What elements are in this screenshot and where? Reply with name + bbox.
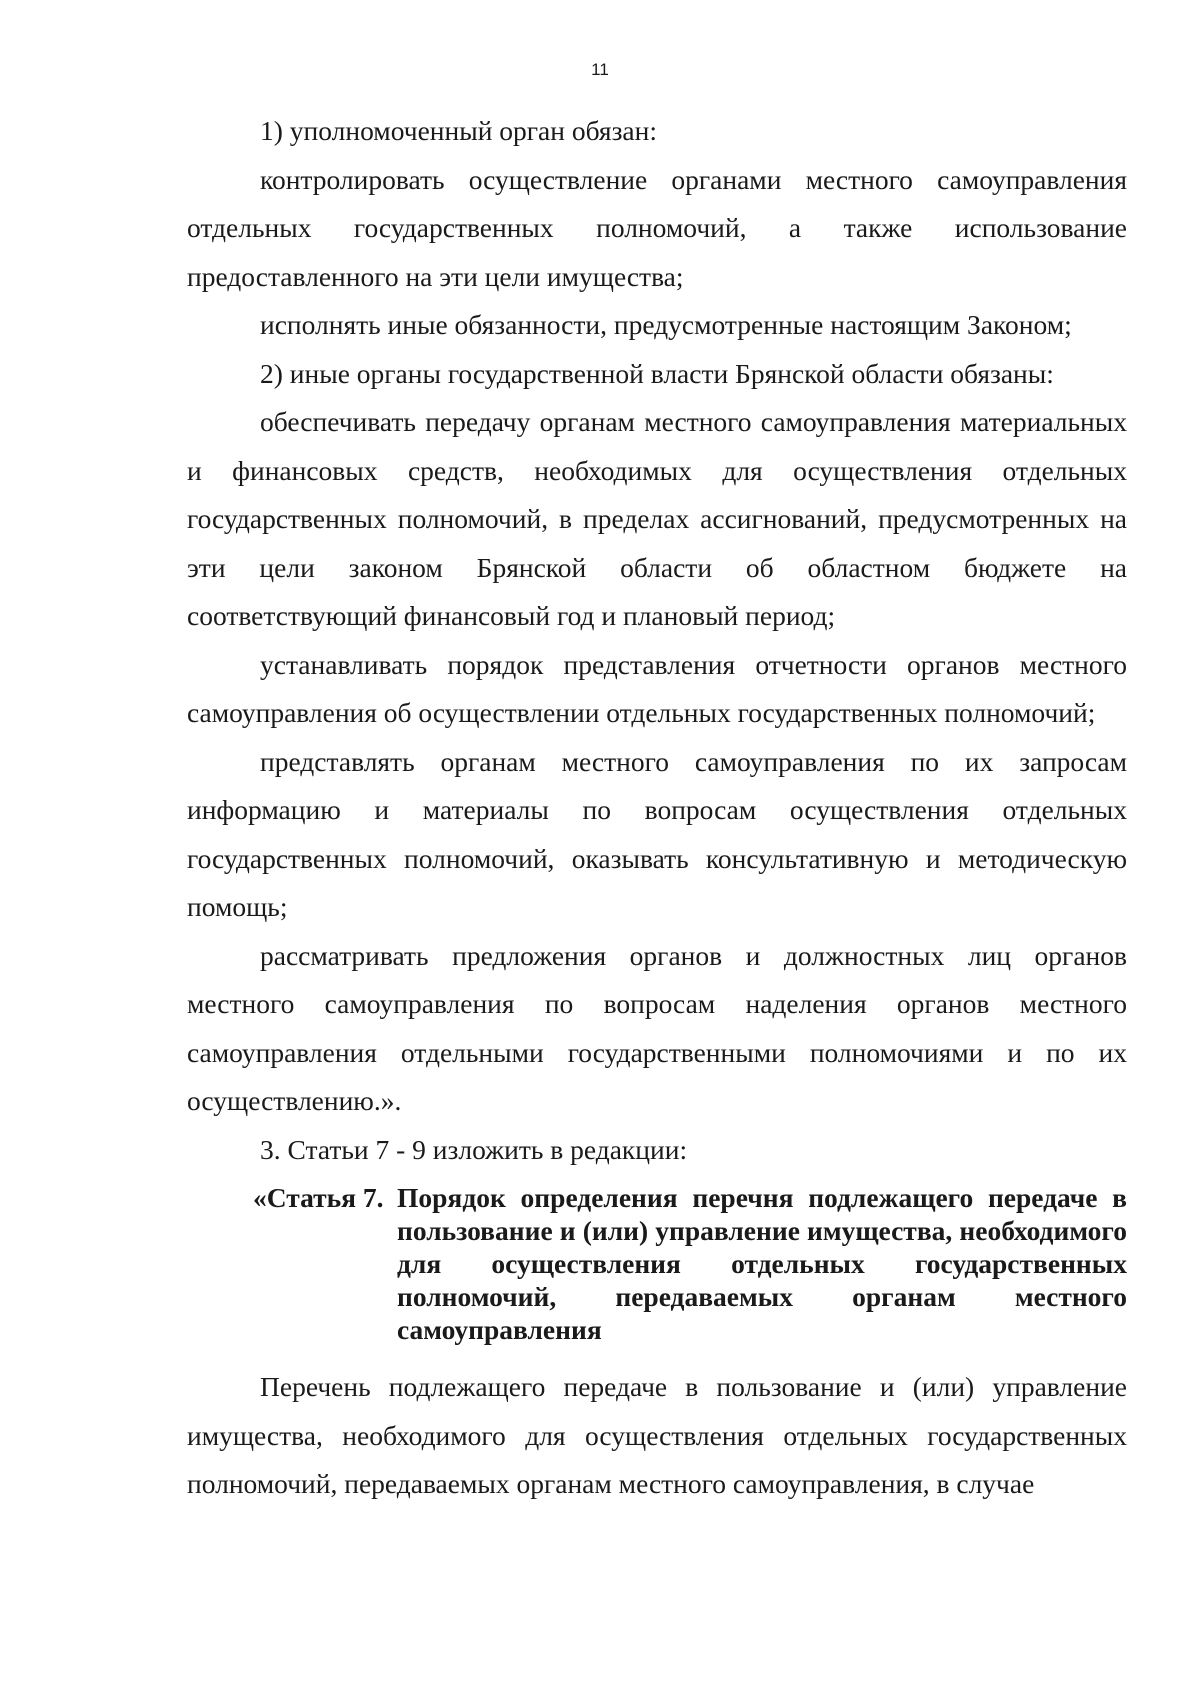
paragraph-ensure-transfer: обеспечивать передачу органам местного самоуправления материальных и финансовых средств, необходимых для осуществления отдельных государственных полномочий, в пределах ассигнований, предусмотренных на эти цели законом Брянской области об областном бюджете на соответствующий финансовый год и плановый период; — [187, 406, 1127, 631]
paragraph-authorized-body-duties: 1) уполномоченный орган обязан: — [260, 115, 657, 146]
article-7-label: «Статья 7. — [253, 1182, 384, 1213]
paragraph-property-list: Перечень подлежащего передаче в пользование и (или) управление имущества, необходимого для осуществления отдельных государственных полномочий, передаваемых органам местного самоуправления, в случае — [187, 1371, 1127, 1499]
paragraph-provide-information: представлять органам местного самоуправления по их запросам информацию и материалы по вопросам осуществления отдельных государственных полномочий, оказывать консультативную и методическую помощь; — [187, 745, 1127, 922]
paragraph-consider-proposals: рассматривать предложения органов и должностных лиц органов местного самоуправления по вопросам наделения органов местного самоуправления отдельными государственными полномочиями и по их осуществлению.». — [187, 939, 1127, 1116]
page-number: 11 — [591, 60, 609, 79]
paragraph-other-state-bodies: 2) иные органы государственной власти Брянской области обязаны: — [260, 357, 1054, 389]
article-7-title: Порядок определения перечня подлежащего передаче в пользование и (или) управление имущества, необходимого для осуществления отдельных государственных полномочий, передаваемых органам местного самоуправления — [397, 1182, 1127, 1345]
article-7-heading — [187, 1181, 1127, 1346]
paragraph-amend-articles: 3. Статьи 7 - 9 изложить в редакции: — [260, 1133, 688, 1165]
paragraph-control-duty: контролировать осуществление органами местного самоуправления отдельных государственных полномочий, а также использование предоставленного на эти цели имущества; — [187, 163, 1127, 292]
paragraph-reporting-procedure: устанавливать порядок представления отчетности органов местного самоуправления об осуществлении отдельных государственных полномочий; — [187, 648, 1127, 728]
document-body — [187, 107, 1127, 1509]
paragraph-other-duties: исполнять иные обязанности, предусмотренные настоящим Законом; — [260, 309, 1072, 340]
